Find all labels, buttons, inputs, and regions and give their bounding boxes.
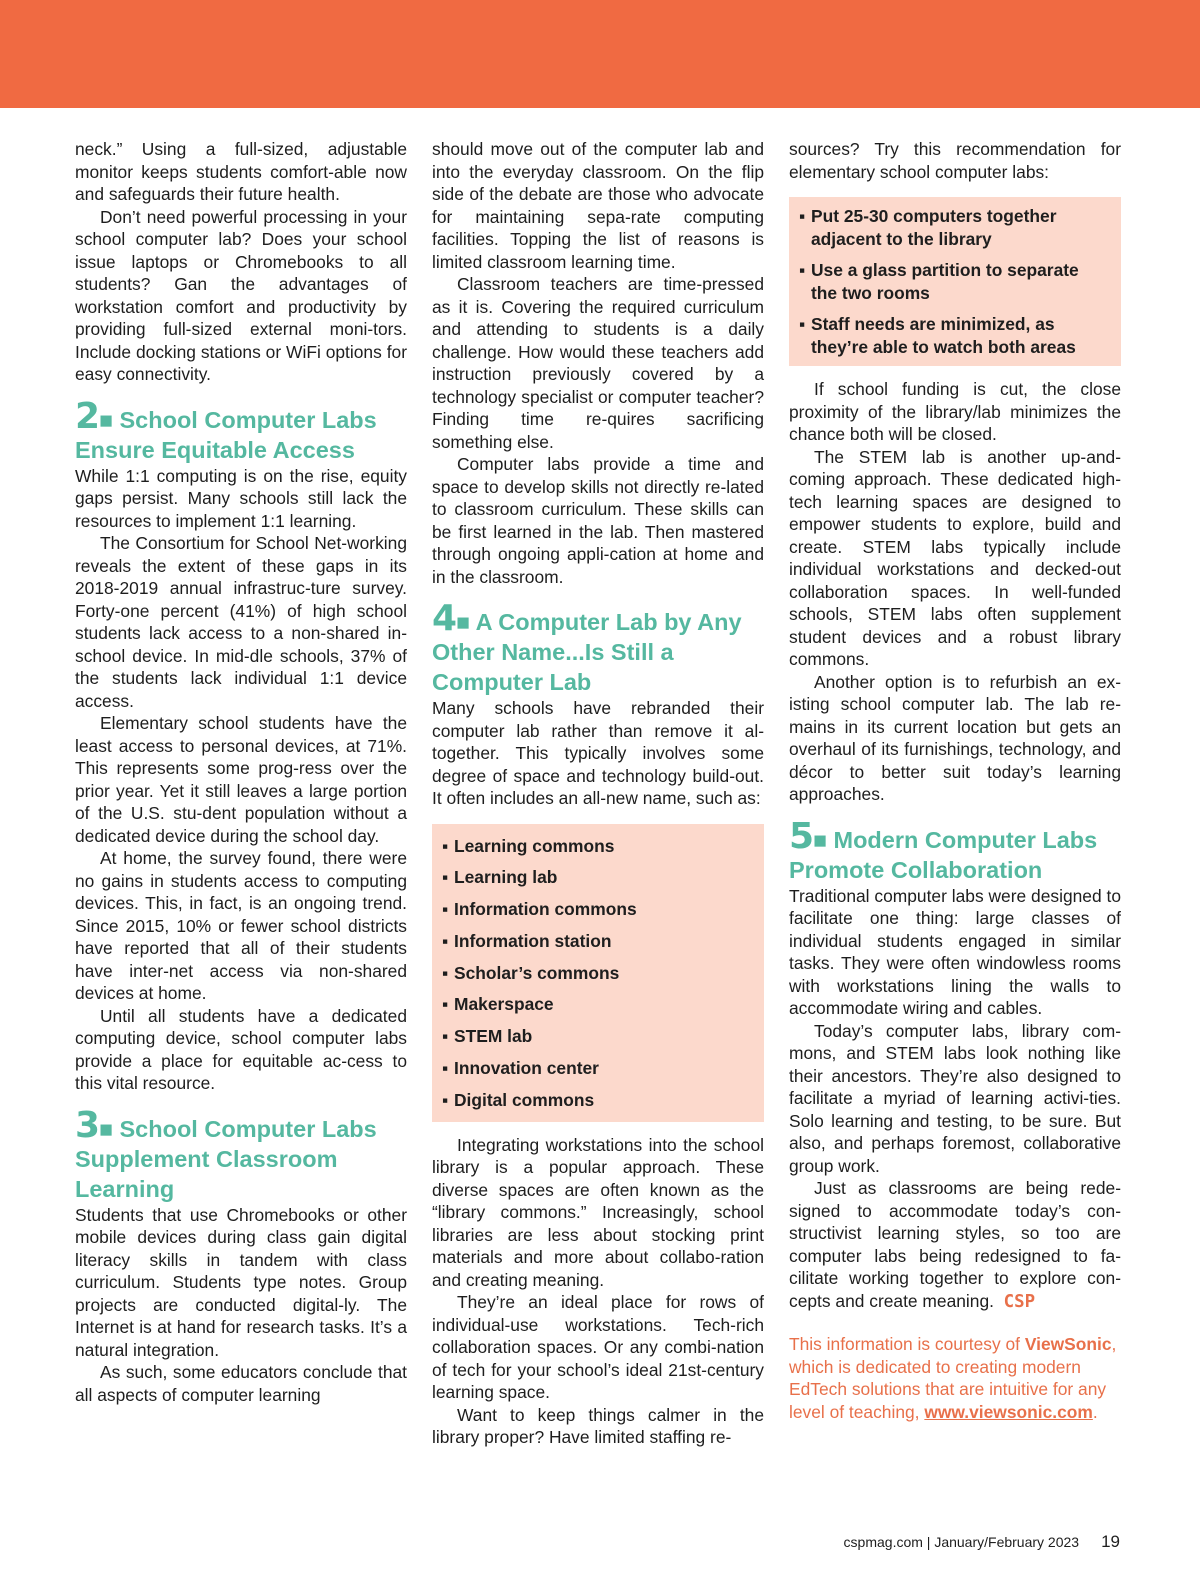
paragraph-text: Just as classrooms are being rede-signed to accommodate today’s con-structivist learning styles, so too are computer labs being redesigned to fa-cilitate working together to explore con-cepts and create meaning. [789, 1178, 1121, 1311]
page-number: 19 [1101, 1532, 1120, 1551]
paragraph: Traditional computer labs were designed to facilitate one thing: large classes of individual students engaged in similar tasks. They were often windowless rooms with workstations lining the walls to accommodate wiring and cables. [789, 885, 1121, 1018]
paragraph: should move out of the computer lab and into the everyday classroom. On the flip side of the debate are those who advocate for maintaining sepa-rate computing facilities. Topping the list of reasons is limited classroom learning time. [432, 139, 764, 272]
paragraph: sources? Try this recommendation for elementary school computer labs: [789, 139, 1121, 182]
paragraph: They’re an ideal place for rows of individual-use workstations. Tech-rich collaboration spaces. Or any combi-nation of tech for your school’s ideal 21st-century learning space. [432, 1292, 764, 1403]
list-item: ▪ STEM lab [442, 1025, 752, 1047]
paragraph: If school funding is cut, the close proximity of the library/lab minimizes the chance both will be closed. [789, 379, 1121, 444]
paragraph: At home, the survey found, there were no gains in students access to computing devices. This, in fact, is an ongoing trend. Since 2015, 10% or fewer school districts have reported that all of their students have inter-net access via non-shared devices at home. [75, 848, 407, 1003]
column-2 [432, 138, 764, 1449]
list-item: ▪ Scholar’s commons [442, 962, 752, 984]
section-title: A Computer Lab by Any Other Name...Is Still a Computer Lab [432, 609, 742, 695]
section-number: 3 [75, 1104, 100, 1146]
paragraph: Classroom teachers are time-pressed as it is. Covering the required curriculum and attending to students is a daily challenge. How would these teachers add instruction previously covered by a technology specialist or computer teacher? Finding time re-quires sacrificing something else. [432, 274, 764, 452]
paragraph: The STEM lab is another up-and-coming approach. These dedicated high-tech learning spaces are designed to empower students to explore, build and create. STEM labs typically include individual workstations and decked-out collaboration spaces. In well-funded schools, STEM labs often supplement student devices and a robust library commons. [789, 446, 1121, 669]
list-item: ▪ Staff needs are minimized, as they’re able to watch both areas [799, 313, 1109, 358]
courtesy-post: . [1092, 1401, 1098, 1422]
courtesy-mid: , which is dedicated to creating modern EdTech solutions that are intuitive for any level of teaching, [789, 1334, 1117, 1422]
section-heading-2: 2■ School Computer Labs Ensure Equitable Access [75, 395, 377, 463]
paragraph: The Consortium for School Net-working reveals the extent of these gaps in its 2018-2019 annual infrastruc-ture survey. Forty-one percent (41%) of high school students lack access to a non-shared in-school device. In mid-dle schools, 37% of the students lack individual 1:1 device access. [75, 533, 407, 711]
paragraph: Want to keep things calmer in the library proper? Have limited staffing re- [432, 1404, 764, 1448]
paragraph: Another option is to refurbish an ex-isting school computer lab. The lab re-mains in its current location but gets an overhaul of its furnishings, technology, and décor to better suit today’s learning approaches. [789, 671, 1121, 804]
courtesy-note [789, 1333, 1121, 1423]
list-item: ▪ Learning commons [442, 835, 752, 857]
paragraph: Many schools have rebranded their computer lab rather than remove it al-together. This typically involves some degree of space and technology build-out. It often includes an all-new name, such as: [432, 698, 764, 808]
paragraph: Integrating workstations into the school library is a popular approach. These diverse spaces are often known as the “library commons.” Increasingly, school libraries are less about stocking print materials and more about collabo-ration and creating meaning. [432, 1134, 764, 1290]
section-number: 5 [789, 815, 814, 857]
list-item: ▪ Information station [442, 930, 752, 952]
paragraph: Don’t need powerful processing in your school computer lab? Does your school issue laptops or Chromebooks to all students? Gan the advantages of workstation comfort and productivity by providing full-sized external moni-tors. Include docking stations or WiFi options for easy connectivity. [75, 206, 407, 384]
paragraph: Computer labs provide a time and space to develop skills not directly re-lated to classroom curriculum. These skills can be first learned in the lab. Then mastered through ongoing appli-cation at home and in the classroom. [432, 454, 764, 587]
end-mark: CSP [1003, 1291, 1036, 1312]
section-heading-4: 4■ A Computer Lab by Any Other Name...Is Still a Computer Lab [432, 598, 742, 695]
list-item: ▪ Use a glass partition to separate the two rooms [799, 259, 1109, 304]
paragraph [789, 1177, 1121, 1313]
page-footer [844, 1532, 1120, 1552]
section-title: School Computer Labs Supplement Classroom Learning [75, 1115, 377, 1202]
section-number: 2 [75, 395, 100, 437]
paragraph: While 1:1 computing is on the rise, equity gaps persist. Many schools still lack the resources to implement 1:1 learning. [75, 465, 407, 531]
top-banner [0, 0, 1200, 108]
courtesy-pre: This information is courtesy of [789, 1334, 1025, 1354]
paragraph: neck.” Using a full-sized, adjustable monitor keeps students comfort-able now and safeguards their future health. [75, 139, 407, 204]
section-title: Modern Computer Labs Promote Collaboration [789, 826, 1098, 883]
list-item: ▪ Makerspace [442, 993, 752, 1015]
recommendation-box [789, 197, 1121, 366]
section-number: 4 [432, 598, 457, 639]
lab-names-box [432, 824, 764, 1122]
column-1 [75, 138, 407, 1406]
list-item: ▪ Learning lab [442, 866, 752, 888]
paragraph: Students that use Chromebooks or other mobile devices during class gain digital literacy skills in tandem with class curriculum. Students type notes. Group projects are conducted digital-ly. The Internet is at hand for research tasks. It’s a natural integration. [75, 1204, 407, 1360]
paragraph: As such, some educators conclude that all aspects of computer learning [75, 1362, 407, 1405]
viewsonic-link[interactable]: www.viewsonic.com [924, 1401, 1093, 1422]
section-title: School Computer Labs Ensure Equitable Access [75, 406, 377, 463]
paragraph: Elementary school students have the least access to personal devices, at 71%. This represents some prog-ress over the prior year. Yet it still leaves a large portion of the U.S. stu-dent population without a dedicated device during the school day. [75, 713, 407, 846]
company-name: ViewSonic [1024, 1334, 1112, 1354]
list-item: ▪ Innovation center [442, 1057, 752, 1079]
column-3 [789, 138, 1121, 1423]
section-heading-5: 5■ Modern Computer Labs Promote Collaboration [789, 815, 1098, 883]
list-item: ▪ Information commons [442, 898, 752, 920]
list-item: ▪ Put 25-30 computers together adjacent to the library [799, 205, 1109, 250]
section-heading-3: 3■ School Computer Labs Supplement Classroom Learning [75, 1104, 377, 1202]
paragraph: Today’s computer labs, library com-mons, and STEM labs look nothing like their ancestors. They’re also designed to facilitate a myriad of learning activi-ties. Solo learning and testing, to be sure. But also, and perhaps foremost, collaborative group work. [789, 1020, 1121, 1176]
footer-magazine: cspmag.com | January/February 2023 [843, 1534, 1080, 1550]
paragraph: Until all students have a dedicated computing device, school computer labs provide a place for equitable ac-cess to this vital resource. [75, 1005, 407, 1093]
list-item: ▪ Digital commons [442, 1089, 752, 1111]
